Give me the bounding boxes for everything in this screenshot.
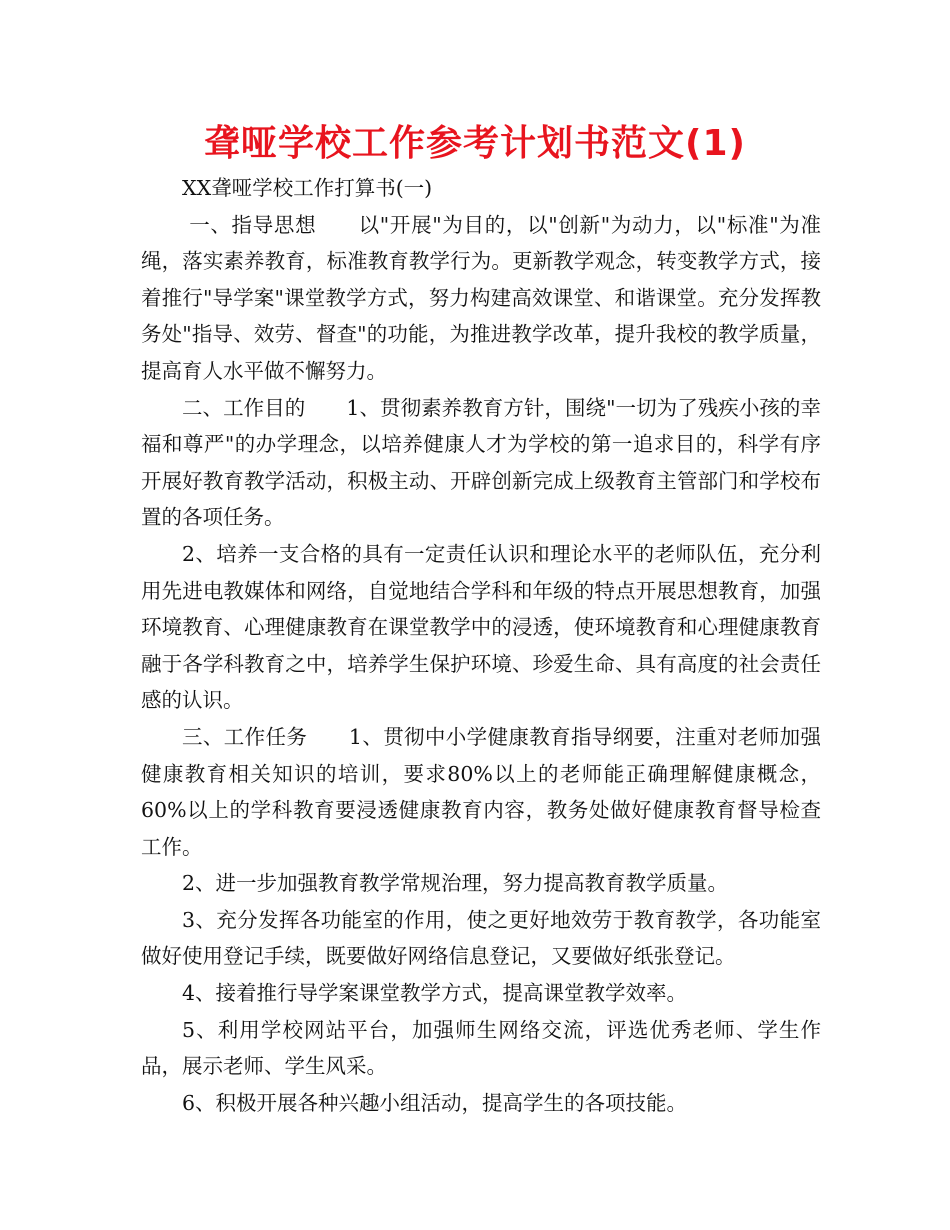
paragraph-guiding-ideology: 一、指导思想 以"开展"为目的，以"创新"为动力，以"标准"为准绳，落实素养教育，标准教育教学行为。更新教学观念，转变教学方式，接着推行"导学案"课堂教学方式，努力构建高效课堂、和谐课堂。充分发挥教务处"指导、效劳、督查"的功能，为推进教学改革，提升我校的教学质量，提高育人水平做不懈努力。 <box>141 212 821 383</box>
document-body <box>141 170 821 1121</box>
paragraph-task-5: 5、利用学校网站平台，加强师生网络交流，评选优秀老师、学生作品，展示老师、学生风采。 <box>141 1017 821 1079</box>
document-subtitle: XX聋哑学校工作打算书(一) <box>182 176 433 200</box>
paragraph-task-4: 4、接着推行导学案课堂教学方式，提高课堂教学效率。 <box>182 981 688 1006</box>
paragraph-task-3: 3、充分发挥各功能室的作用，使之更好地效劳于教育教学，各功能室做好使用登记手续，既要做好网络信息登记，又要做好纸张登记。 <box>141 907 821 969</box>
paragraph-task-2: 2、进一步加强教育教学常规治理，努力提高教育教学质量。 <box>182 871 729 896</box>
paragraph-work-tasks: 三、工作任务 1、贯彻中小学健康教育指导纲要，注重对老师加强健康教育相关知识的培训，要求80%以上的老师能正确理解健康概念，60%以上的学科教育要浸透健康教育内容，教务处做好健康教育督导检查工作。 <box>141 724 821 859</box>
paragraph-work-goals: 二、工作目的 1、贯彻素养教育方针，围绕"一切为了残疾小孩的幸福和尊严"的办学理念，以培养健康人才为学校的第一追求目的，科学有序开展好教育教学活动，积极主动、开辟创新完成上级教育主管部门和学校布置的各项任务。 <box>141 395 821 530</box>
paragraph-task-6: 6、积极开展各种兴趣小组活动，提高学生的各项技能。 <box>182 1090 688 1115</box>
document-title: 聋哑学校工作参考计划书范文(1) <box>204 123 746 164</box>
paragraph-teacher-team: 2、培养一支合格的具有一定责任认识和理论水平的老师队伍，充分利用先进电教媒体和网络，自觉地结合学科和年级的特点开展思想教育，加强环境教育、心理健康教育在课堂教学中的浸透，使环境教育和心理健康教育融于各学科教育之中，培养学生保护环境、珍爱生命、具有高度的社会责任感的认识。 <box>141 541 821 713</box>
